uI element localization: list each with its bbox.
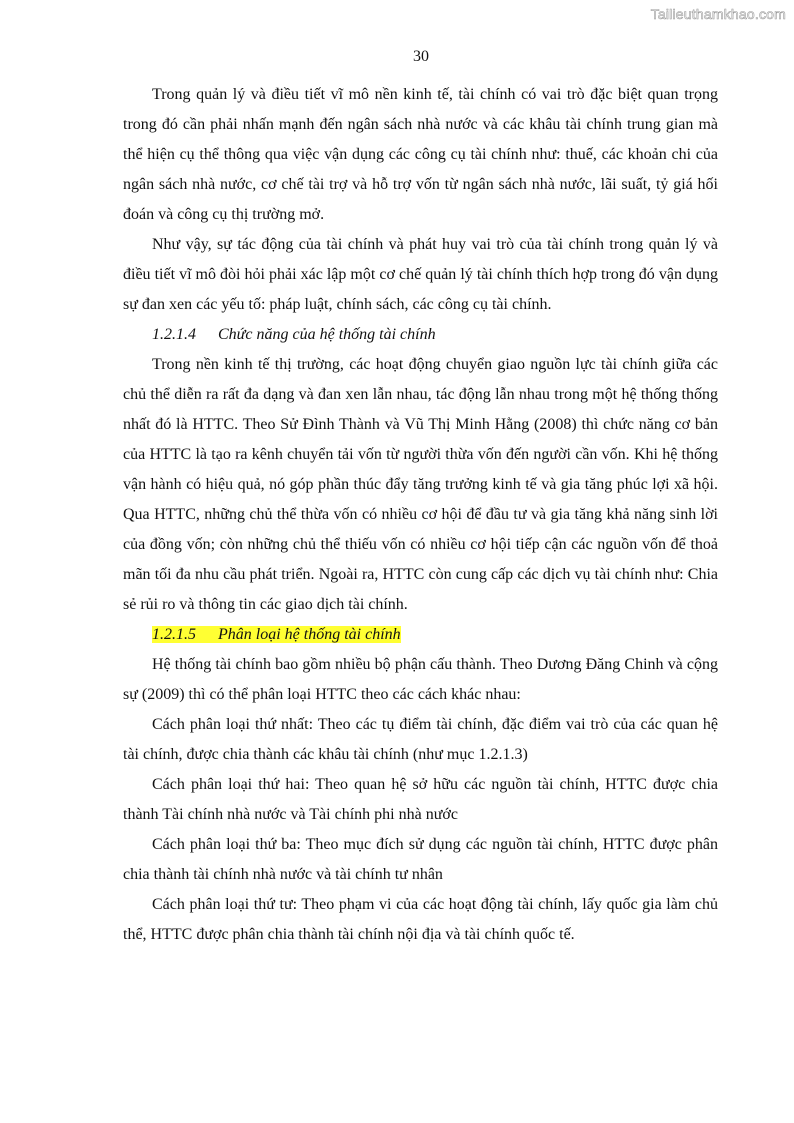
section-heading-highlighted	[123, 620, 718, 650]
document-body	[123, 80, 718, 950]
watermark-text: Tailieuthamkhao.com	[650, 6, 786, 22]
paragraph: Cách phân loại thứ tư: Theo phạm vi của các hoạt động tài chính, lấy quốc gia làm chủ thể, HTTC được phân chia thành tài chính nội địa và tài chính quốc tế.	[123, 896, 718, 943]
section-number: 1.2.1.5	[152, 626, 196, 643]
paragraph: Hệ thống tài chính bao gồm nhiều bộ phận cấu thành. Theo Dương Đăng Chinh và cộng sự (2009) thì có thể phân loại HTTC theo các cách khác nhau:	[123, 656, 718, 703]
section-heading	[123, 320, 718, 350]
section-title: Phân loại hệ thống tài chính	[218, 626, 401, 643]
page-number: 30	[413, 48, 429, 65]
paragraph: Như vậy, sự tác động của tài chính và phát huy vai trò của tài chính trong quản lý và điều tiết vĩ mô đòi hỏi phải xác lập một cơ chế quản lý tài chính thích hợp trong đó vận dụng sự đan xen các yếu tố: pháp luật, chính sách, các công cụ tài chính.	[123, 236, 718, 313]
section-number: 1.2.1.4	[152, 326, 196, 343]
paragraph: Trong nền kinh tế thị trường, các hoạt động chuyển giao nguồn lực tài chính giữa các chủ thể diễn ra rất đa dạng và đan xen lẫn nhau, tác động lẫn nhau trong một hệ thống thống nhất đó là HTTC. Theo Sử Đình Thành và Vũ Thị Minh Hằng (2008) thì chức năng cơ bản của HTTC là tạo ra kênh chuyển tải vốn từ người thừa vốn đến người cần vốn. Khi hệ thống vận hành có hiệu quả, nó góp phần thúc đẩy tăng trưởng kinh tế và gia tăng phúc lợi xã hội. Qua HTTC, những chủ thể thừa vốn có nhiều cơ hội để đầu tư và gia tăng khả năng sinh lời của đồng vốn; còn những chủ thể thiếu vốn có nhiều cơ hội tiếp cận các nguồn vốn để thoả mãn tối đa nhu cầu phát triển. Ngoài ra, HTTC còn cung cấp các dịch vụ tài chính như: Chia sẻ rủi ro và thông tin các giao dịch tài chính.	[123, 356, 718, 613]
section-title: Chức năng của hệ thống tài chính	[218, 326, 436, 343]
paragraph: Trong quản lý và điều tiết vĩ mô nền kinh tế, tài chính có vai trò đặc biệt quan trọng trong đó cần phải nhấn mạnh đến ngân sách nhà nước và các khâu tài chính trung gian mà thể hiện cụ thể thông qua việc vận dụng các công cụ tài chính như: thuế, các khoản chi của ngân sách nhà nước, cơ chế tài trợ và hỗ trợ vốn từ ngân sách nhà nước, lãi suất, tỷ giá hối đoán và công cụ thị trường mở.	[123, 86, 718, 223]
highlight-mark	[152, 626, 401, 643]
paragraph: Cách phân loại thứ ba: Theo mục đích sử dụng các nguồn tài chính, HTTC được phân chia thành tài chính nhà nước và tài chính tư nhân	[123, 836, 718, 883]
paragraph: Cách phân loại thứ nhất: Theo các tụ điểm tài chính, đặc điểm vai trò của các quan hệ tài chính, được chia thành các khâu tài chính (như mục 1.2.1.3)	[123, 716, 718, 763]
paragraph: Cách phân loại thứ hai: Theo quan hệ sở hữu các nguồn tài chính, HTTC được chia thành Tài chính nhà nước và Tài chính phi nhà nước	[123, 776, 718, 823]
